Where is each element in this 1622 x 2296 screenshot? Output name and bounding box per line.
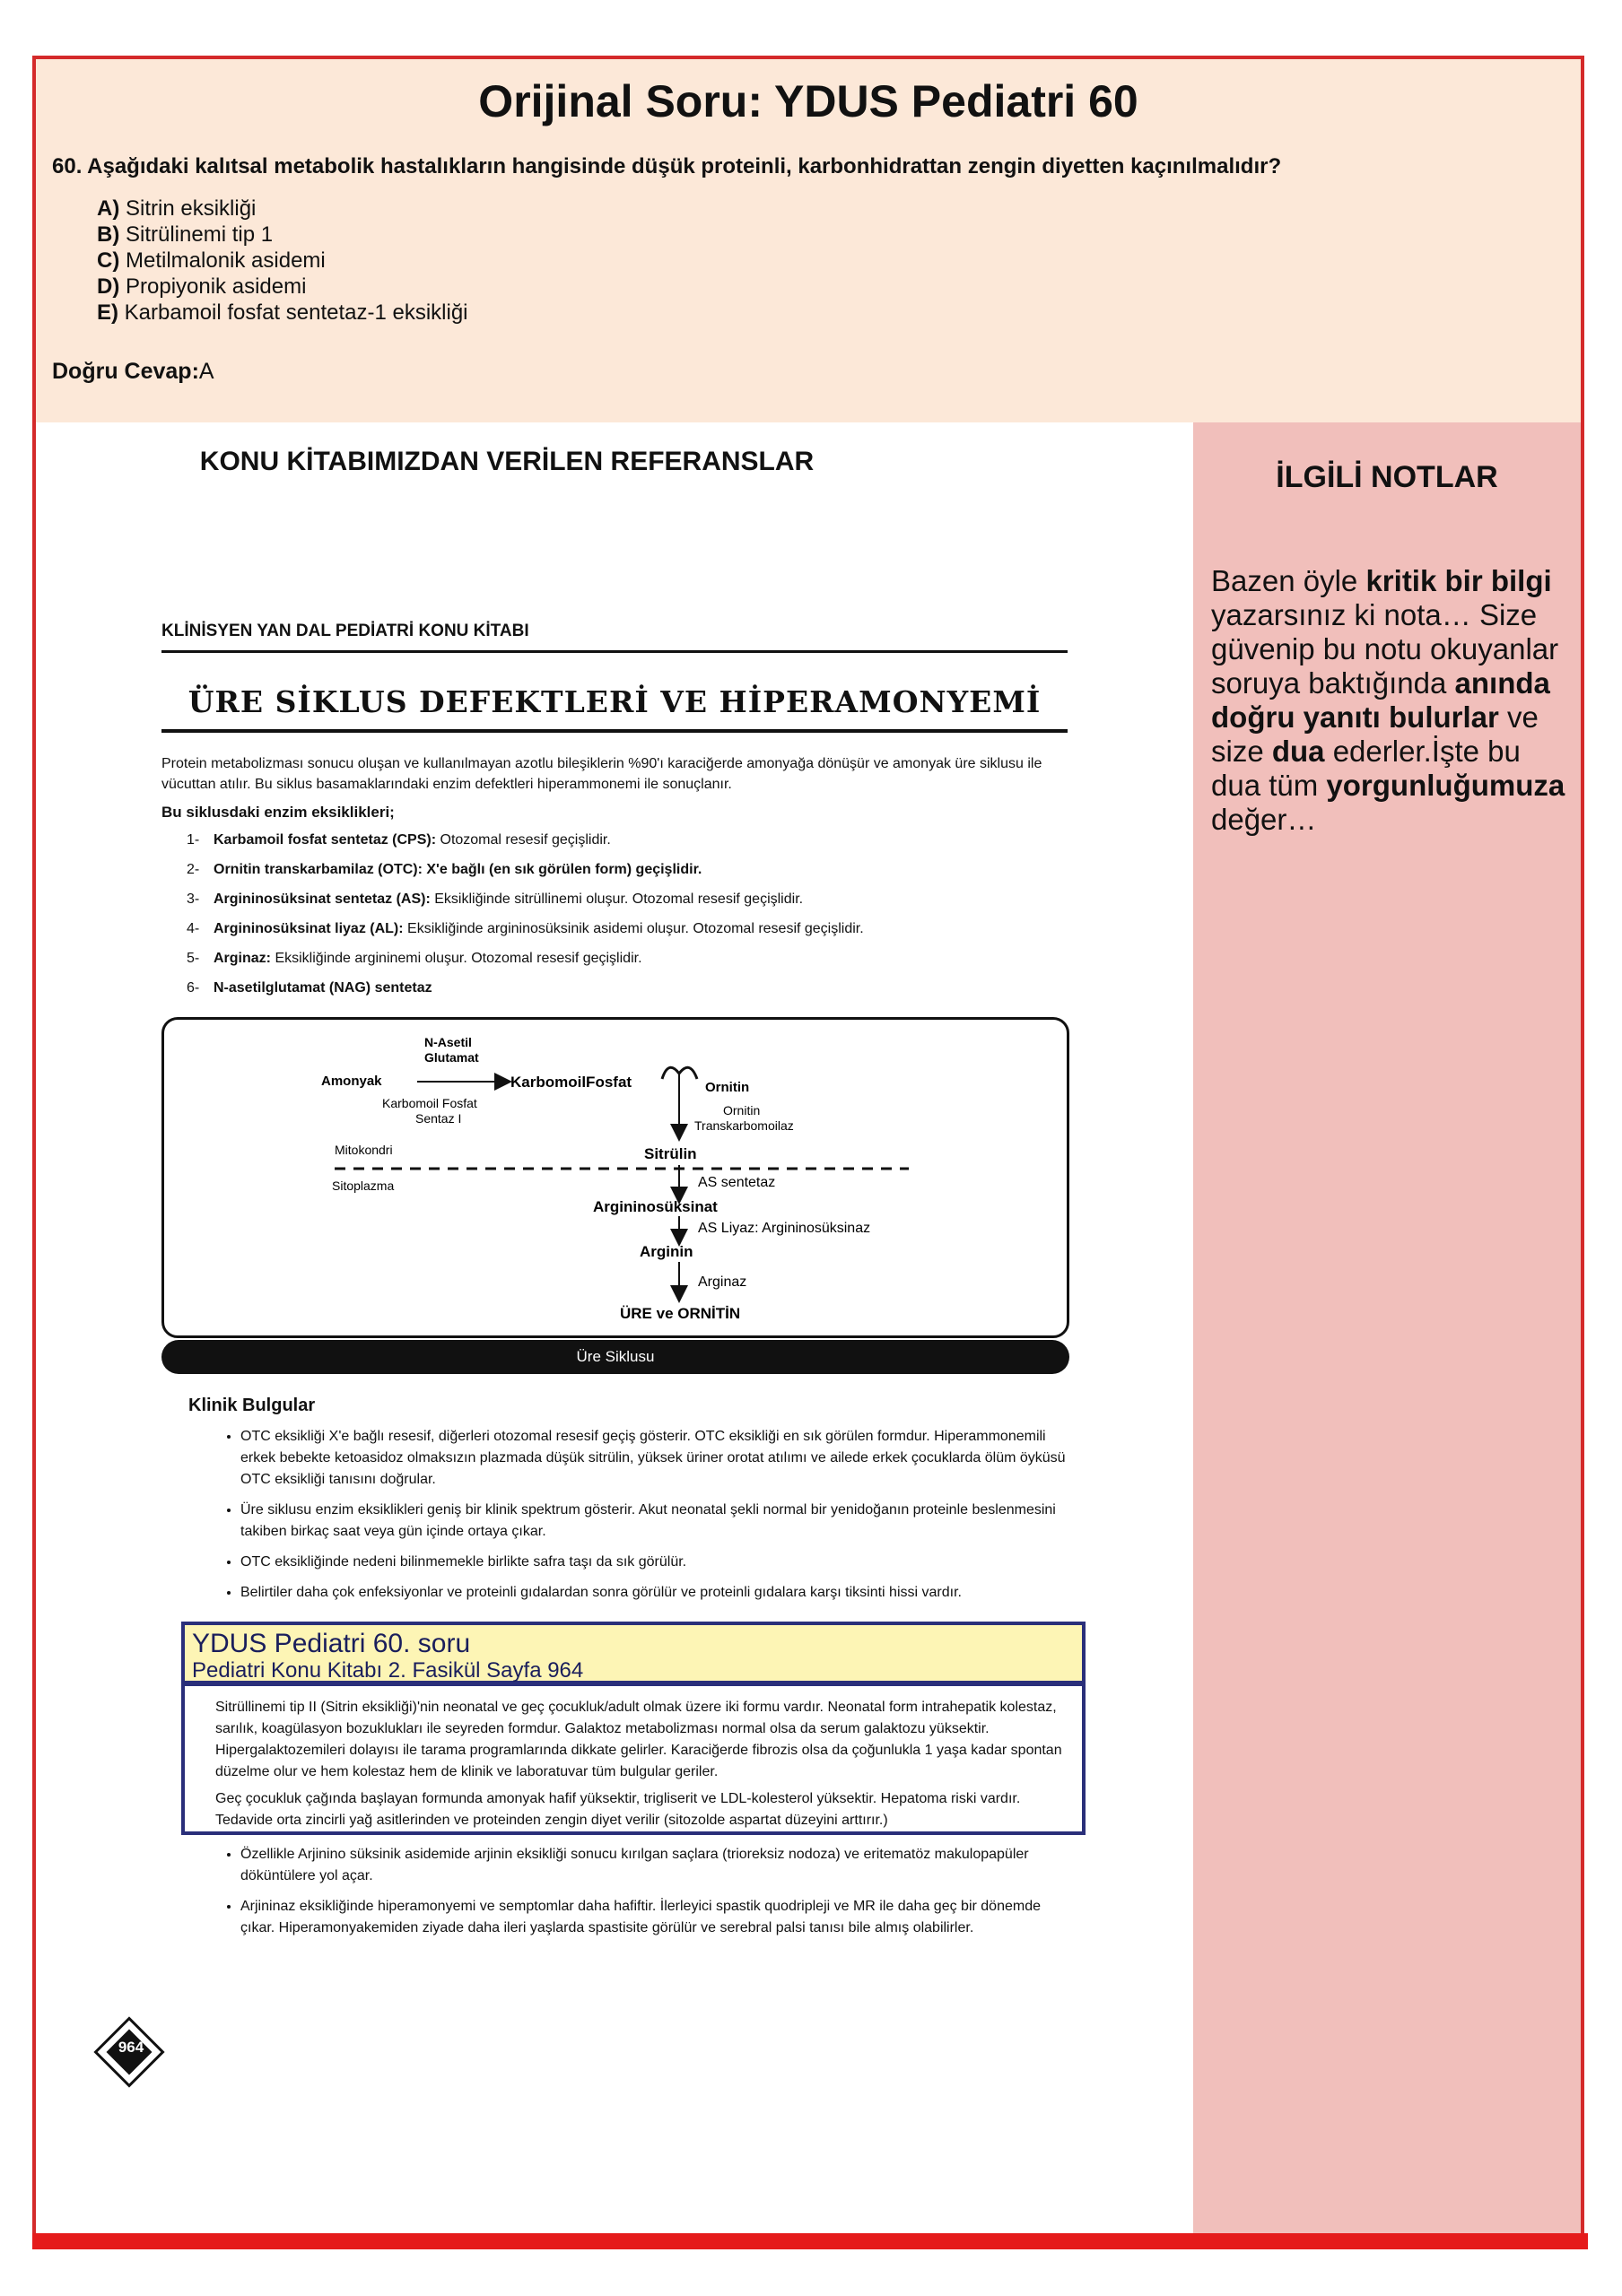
notes-fragment: ederler.İşte bu dua tüm [1211, 735, 1521, 802]
list-item: • Belirtiler daha çok enfeksiyonlar ve proteinli gıdalardan sonra görülür ve proteinli gıdalara karşı tiksinti hissi vardır. [240, 1582, 1068, 1604]
clinic-bullets-continued [215, 1844, 1068, 1948]
diagram-label: Sitoplazma [332, 1178, 395, 1193]
question-text: 60. Aşağıdaki kalıtsal metabolik hastalıkların hangisinde düşük proteinli, karbonhidrattan zengin diyetten kaçınılmalıdır? [52, 154, 1282, 178]
list-item: • Üre siklusu enzim eksiklikleri geniş bir klinik spektrum gösterir. Akut neonatal şekli normal bir yenidoğanın proteinle beslenmesini takiben birkaç saat veya gün içinde ortaya çıkar. [240, 1500, 1068, 1543]
diagram-label: AS sentetaz [698, 1175, 776, 1190]
highlight-box [181, 1622, 1086, 1684]
notes-fragment: değer… [1211, 803, 1317, 836]
passage-paragraph: Sitrüllinemi tip II (Sitrin eksikliği)'nin neonatal ve geç çocukluk/adult olmak üzere iki formu vardır. Neonatal form intrahepatik kolestaz, sarılık, koagülasyon bozuklukları ile seyreden formdur. Galaktoz metabolizması normal olsa da serum galaktozu yüksektir. Hipergalaktozemileri dolayısı ile tarama programlarında dikkate gelirler. Karaciğerde fibrozis olsa da çoğunlukla 1 yaşa kadar spontan düzelme olur ve hem kolestaz hem de klinik ve laboratuvar tüm bulgular geriler. [215, 1700, 1062, 1779]
item-number: 1- [187, 832, 200, 848]
diagram-label: Ornitin [723, 1103, 761, 1118]
diagram-label: N-Asetil [424, 1035, 472, 1049]
notes-fragment-bold: yorgunluğumuza [1326, 769, 1565, 802]
divider [161, 729, 1068, 733]
list-item: • OTC eksikliği X'e bağlı resesif, diğerleri otozomal resesif geçiş gösterir. OTC eksikliği en sık görülen formdur. Hiperammonemili erkek bebekte ketoasidoz olmaksızın plazmada düşük sitrülin, yüksek üriner orotat atılımı ve ailede erkek çocuklarda ölüm öyküsü OTC eksikliği tanısını doğrular. [240, 1426, 1068, 1491]
item-number: 3- [187, 891, 200, 907]
enzyme-desc: Eksikliğinde sitrüllinemi oluşur. Otozomal resesif geçişlidir. [430, 891, 804, 907]
list-item: • Özellikle Arjinino süksinik asidemide arjinin eksikliği sonucu kırılgan saçlara (trioreksiz nodoza) ve eritematöz makulopapüler döküntülere yol açar. [240, 1844, 1068, 1887]
option-text: Sitrin eksikliği [126, 196, 257, 221]
enzyme-desc: Eksikliğinde argininosüksinik asidemi oluşur. Otozomal resesif geçişlidir. [403, 921, 864, 936]
notes-fragment: Bazen öyle [1211, 564, 1366, 597]
divider [161, 650, 1068, 653]
option-text: Propiyonik asidemi [126, 274, 307, 299]
question-header [36, 59, 1581, 422]
diagram-label: Sentaz I [415, 1111, 462, 1126]
passage-paragraph: Geç çocukluk çağında başlayan formunda amonyak hafif yüksektir, trigliserit ve LDL-kolesterol yüksektir. Hepatoma riski vardır. Tedavide orta zincirli yağ asitlerinden ve proteinden zengin diyet verilir (sitozolde aspartat düzeyini arttırır.) [215, 1791, 1021, 1828]
diagram-label: AS Liyaz: Argininosüksinaz [698, 1221, 871, 1236]
enzyme-name: N-asetilglutamat (NAG) sentetaz [214, 980, 432, 996]
enzyme-name: Argininosüksinat sentetaz (AS): [214, 891, 431, 907]
diagram-label: Arginaz [698, 1274, 747, 1290]
notes-fragment-bold: anında doğru yanıtı bulurlar [1211, 666, 1550, 734]
diagram-label: Arginin [640, 1243, 693, 1260]
urea-cycle-diagram [161, 1017, 1069, 1338]
list-item [187, 832, 1066, 862]
option-text: Metilmalonik asidemi [126, 248, 326, 273]
section-title: ÜRE SİKLUS DEFEKTLERİ VE HİPERAMONYEMİ [187, 684, 1042, 719]
diagram-label: KarbomoilFosfat [510, 1074, 632, 1091]
highlight-source: Pediatri Konu Kitabı 2. Fasikül Sayfa 964 [192, 1658, 584, 1683]
diagram-label: ÜRE ve ORNİTİN [620, 1305, 741, 1322]
item-number: 2- [187, 862, 200, 877]
enzyme-list [187, 832, 1066, 1010]
enzyme-name: Argininosüksinat liyaz (AL): [214, 921, 404, 936]
item-number: 6- [187, 980, 200, 996]
notes-title: İLGİLİ NOTLAR [1276, 460, 1498, 494]
diagram-label: Transkarbomoilaz [694, 1118, 794, 1133]
option-d [97, 274, 468, 300]
page-title: Orijinal Soru: YDUS Pediatri 60 [478, 76, 1138, 126]
enzyme-desc: Eksikliğinde argininemi oluşur. Otozomal resesif geçişlidir. [271, 951, 642, 966]
highlight-title: YDUS Pediatri 60. soru [192, 1629, 471, 1658]
option-text: Karbamoil fosfat sentetaz-1 eksikliği [124, 300, 468, 325]
answer-label: Doğru Cevap: [52, 359, 199, 384]
enzyme-desc: Otozomal resesif geçişlidir. [436, 832, 611, 848]
notes-fragment: ve size [1211, 700, 1539, 768]
clinic-bullets [215, 1426, 1068, 1613]
diagram-label: Glutamat [424, 1050, 479, 1065]
list-item: • OTC eksikliğinde nedeni bilinmemekle birlikte safra taşı da sık görülür. [240, 1552, 1068, 1573]
diagram-caption: Üre Siklusu [161, 1340, 1069, 1374]
answer-options [97, 196, 468, 326]
option-a [97, 196, 468, 222]
list-item [187, 891, 1066, 921]
notes-text [1211, 564, 1570, 837]
option-letter: A) [97, 196, 120, 221]
option-text: Sitrülinemi tip 1 [126, 222, 274, 247]
diagram-label: Ornitin [705, 1080, 750, 1095]
enzyme-heading: Bu siklusdaki enzim eksiklikleri; [161, 804, 395, 821]
diagram-label: Amonyak [321, 1074, 382, 1089]
references-title: KONU KİTABIMIZDAN VERİLEN REFERANSLAR [199, 447, 815, 476]
answer-value: A [198, 359, 214, 384]
book-label: KLİNİSYEN YAN DAL PEDİATRİ KONU KİTABI [161, 622, 529, 640]
enzyme-name: Ornitin transkarbamilaz (OTC): X'e bağlı (en sık görülen form) geçişlidir. [214, 862, 702, 877]
enzyme-name: Arginaz: [214, 951, 271, 966]
correct-answer [52, 359, 214, 385]
diagram-label: Sitrülin [644, 1145, 697, 1162]
item-number: 5- [187, 951, 200, 966]
list-item [187, 980, 1066, 1010]
diagram-label: Mitokondri [335, 1143, 393, 1157]
option-c [97, 248, 468, 274]
list-item [187, 921, 1066, 951]
notes-panel [1193, 422, 1581, 2234]
option-b [97, 222, 468, 248]
enzyme-name: Karbamoil fosfat sentetaz (CPS): [214, 832, 437, 848]
page-number: 964 [118, 2039, 144, 2056]
diagram-label: Argininosüksinat [593, 1198, 718, 1215]
option-letter: C) [97, 248, 120, 273]
quoted-passage-box [181, 1683, 1086, 1835]
notes-fragment-bold: kritik bir bilgi [1365, 564, 1552, 597]
option-letter: D) [97, 274, 120, 299]
list-item: • Arjininaz eksikliğinde hiperamonyemi ve semptomlar daha hafiftir. İlerleyici spastik quodripleji ve MR ile daha geç bir dönemde çıkar. Hiperamonyakemiden ziyade daha ileri yaşlarda spastisite görülür ve serebral palsi tanısı bile almış olabilirler. [240, 1896, 1068, 1939]
notes-fragment-bold: dua [1271, 735, 1325, 768]
item-number: 4- [187, 921, 200, 936]
option-e [97, 300, 468, 326]
diagram-label: Karbomoil Fosfat [382, 1096, 477, 1110]
list-item [187, 951, 1066, 980]
option-letter: E) [97, 300, 118, 325]
clinic-heading: Klinik Bulgular [188, 1396, 316, 1415]
option-letter: B) [97, 222, 120, 247]
footer-bar [32, 2233, 1588, 2249]
list-item [187, 862, 1066, 891]
intro-paragraph: Protein metabolizması sonucu oluşan ve kullanılmayan azotlu bileşiklerin %90'ı karaciğerde amonyağa dönüşür ve amonyak üre siklusu ile vücuttan atılır. Bu siklus basamaklarındaki enzim defektleri hiperammonemi ile sonuçlanır. [161, 756, 1042, 792]
notes-fragment: yazarsınız ki nota… Size güvenip bu notu okuyanlar soruya baktığında [1211, 598, 1559, 700]
